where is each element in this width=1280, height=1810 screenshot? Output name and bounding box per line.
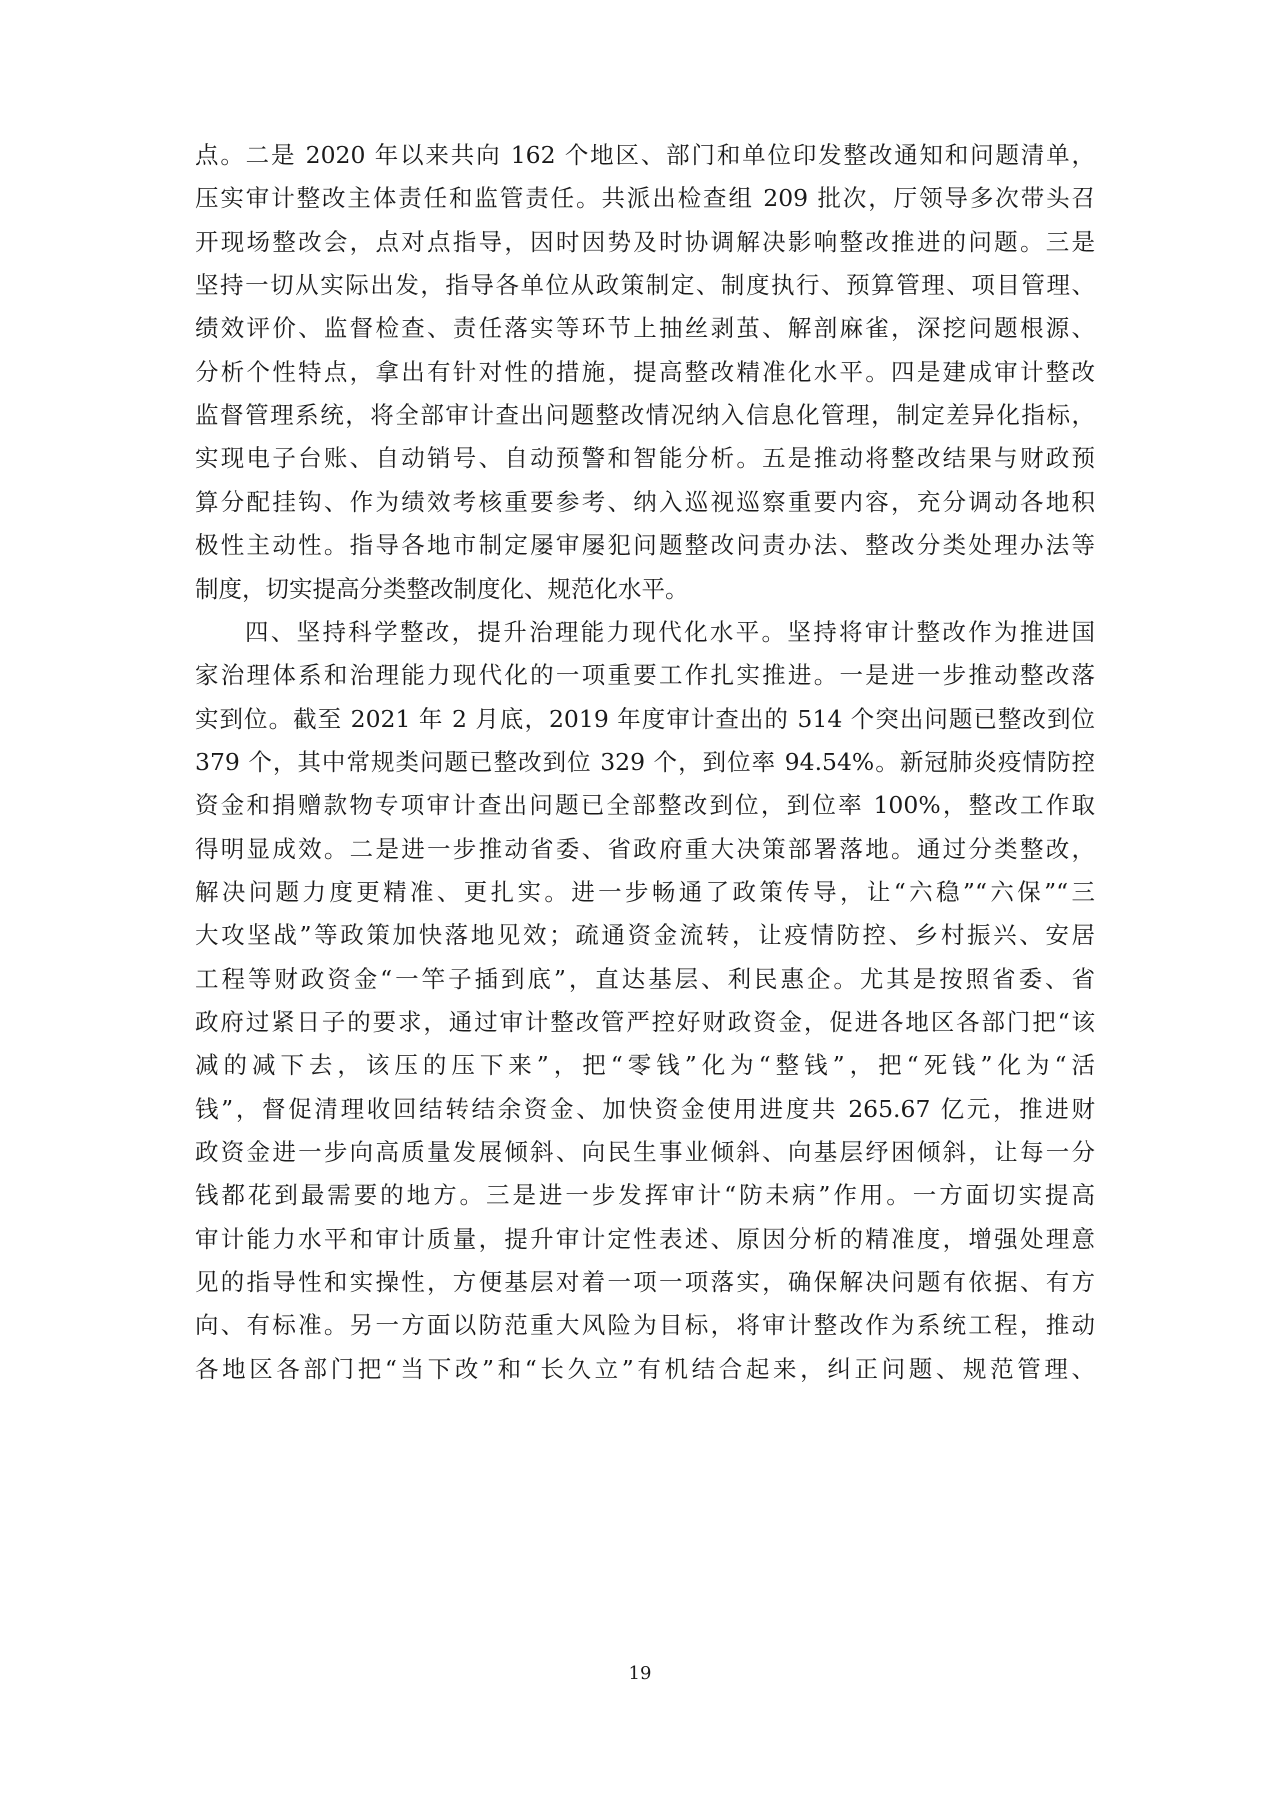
paragraph-1-line: 分析个性特点，拿出有针对性的措施，提高整改精准化水平。四是建成审计整改 (195, 357, 1095, 386)
paragraph-2-line: 实到位。截至 2021 年 2 月底，2019 年度审计查出的 514 个突出问题已整改到位 (195, 704, 1095, 733)
paragraph-2-line: 得明显成效。二是进一步推动省委、省政府重大决策部署落地。通过分类整改， (195, 834, 1095, 863)
paragraph-1-line: 制度，切实提高分类整改制度化、规范化水平。 (195, 574, 689, 603)
paragraph-1-line: 压实审计整改主体责任和监管责任。共派出检查组 209 批次，厅领导多次带头召 (195, 184, 1095, 213)
paragraph-2-line: 政府过紧日子的要求，通过审计整改管严控好财政资金，促进各地区各部门把“该 (195, 1008, 1095, 1036)
page-number: 19 (628, 1663, 652, 1684)
paragraph-2-line: 钱”，督促清理收回结转结余资金、加快资金使用进度共 265.67 亿元，推进财 (195, 1094, 1095, 1123)
paragraph-2-line: 四、坚持科学整改，提升治理能力现代化水平。坚持将审计整改作为推进国 (245, 617, 1095, 646)
paragraph-2-line: 钱都花到最需要的地方。三是进一步发挥审计“防未病”作用。一方面切实提高 (195, 1181, 1095, 1210)
paragraph-2-line: 政资金进一步向高质量发展倾斜、向民生事业倾斜、向基层纾困倾斜，让每一分 (195, 1138, 1095, 1167)
paragraph-1-line: 开现场整改会，点对点指导，因时因势及时协调解决影响整改推进的问题。三是 (195, 227, 1095, 256)
paragraph-2-line: 审计能力水平和审计质量，提升审计定性表述、原因分析的精准度，增强处理意 (195, 1224, 1095, 1253)
paragraph-2-line: 见的指导性和实操性，方便基层对着一项一项落实，确保解决问题有依据、有方 (195, 1268, 1095, 1297)
paragraph-2-line: 大攻坚战”等政策加快落地见效；疏通资金流转，让疫情防控、乡村振兴、安居 (195, 921, 1095, 950)
paragraph-2-line: 各地区各部门把“当下改”和“长久立”有机结合起来，纠正问题、规范管理、 (195, 1354, 1095, 1383)
paragraph-1-line: 算分配挂钩、作为绩效考核重要参考、纳入巡视巡察重要内容，充分调动各地积 (195, 487, 1095, 516)
paragraph-2-line: 减的减下去，该压的压下来”，把“零钱”化为“整钱”，把“死钱”化为“活 (195, 1051, 1095, 1080)
paragraph-1-line: 绩效评价、监督检查、责任落实等环节上抽丝剥茧、解剖麻雀，深挖问题根源、 (195, 314, 1095, 343)
paragraph-2-line: 家治理体系和治理能力现代化的一项重要工作扎实推进。一是进一步推动整改落 (195, 661, 1095, 690)
paragraph-1-line: 点。二是 2020 年以来共向 162 个地区、部门和单位印发整改通知和问题清单， (195, 141, 1095, 169)
paragraph-1-line: 实现电子台账、自动销号、自动预警和智能分析。五是推动将整改结果与财政预 (195, 444, 1095, 473)
paragraph-2-line: 资金和捐赠款物专项审计查出问题已全部整改到位，到位率 100%，整改工作取 (195, 791, 1095, 820)
paragraph-2-line: 向、有标准。另一方面以防范重大风险为目标，将审计整改作为系统工程，推动 (195, 1311, 1095, 1340)
paragraph-2-line: 379 个，其中常规类问题已整改到位 329 个，到位率 94.54%。新冠肺炎疫情防控 (195, 747, 1095, 776)
paragraph-1-line: 监督管理系统，将全部审计查出问题整改情况纳入信息化管理，制定差异化指标， (195, 401, 1095, 430)
paragraph-2-line: 解决问题力度更精准、更扎实。进一步畅通了政策传导，让“六稳”“六保”“三 (195, 877, 1095, 906)
paragraph-1-line: 极性主动性。指导各地市制定屡审屡犯问题整改问责办法、整改分类处理办法等 (195, 531, 1095, 560)
paragraph-1-line: 坚持一切从实际出发，指导各单位从政策制定、制度执行、预算管理、项目管理、 (195, 271, 1095, 300)
paragraph-2-line: 工程等财政资金“一竿子插到底”，直达基层、利民惠企。尤其是按照省委、省 (195, 964, 1095, 993)
